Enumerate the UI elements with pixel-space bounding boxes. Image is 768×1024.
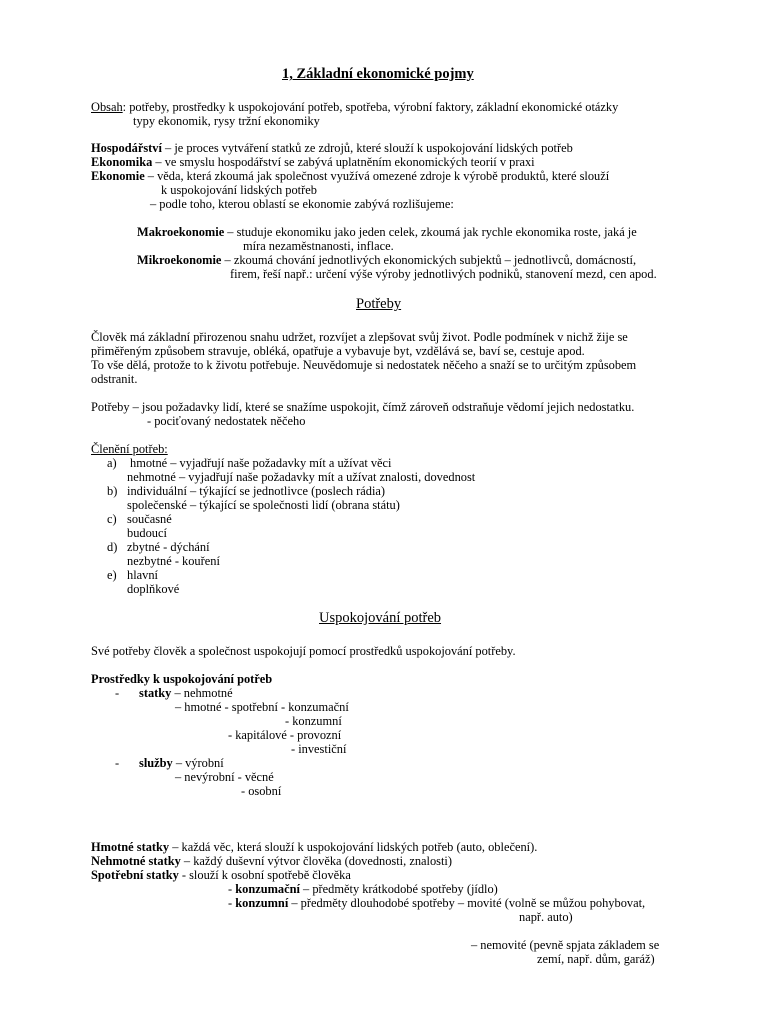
term: Hmotné statky — [91, 840, 170, 854]
dash: - — [228, 896, 236, 910]
statky-line — [139, 686, 233, 700]
term: konzumní — [235, 896, 289, 910]
definition-text: – předměty dlouhodobé spotřeby – movité (volně se můžou pohybovat, — [288, 896, 646, 910]
list-item: nehmotné – vyjadřují naše požadavky mít a užívat znalosti, dovednost — [127, 470, 476, 484]
paragraph-line: Člověk má základní přirozenou snahu udržet, rozvíjet a zlepšovat svůj život. Podle podmínek v nichž žije se — [91, 330, 628, 344]
definition-nemovite: – nemovité (pevně spjata základem se — [471, 938, 660, 952]
definition-text: – předměty krátkodobé spotřeby (jídlo) — [299, 882, 498, 896]
tree-line: - osobní — [241, 784, 282, 798]
definition-text-continued: zemí, např. dům, garáž) — [537, 952, 655, 966]
obsah-text-continued: typy ekonomik, rysy tržní ekonomiky — [133, 114, 320, 128]
definition-hospodarstvi — [91, 141, 573, 155]
tree-line: - konzumní — [285, 714, 342, 728]
term: Mikroekonomie — [137, 253, 222, 267]
list-item: nezbytné - kouření — [127, 554, 220, 568]
paragraph-line: odstranit. — [91, 372, 138, 386]
paragraph-line: přiměřeným způsobem stravuje, obléká, opatřuje a vybavuje byt, vzdělává se, baví se, cestuje apod. — [91, 344, 585, 358]
term: služby — [139, 756, 173, 770]
list-marker: a) — [107, 456, 117, 470]
dash: - — [228, 882, 236, 896]
definition-text-continued: k uspokojování lidských potřeb — [161, 183, 317, 197]
term: Hospodářství — [91, 141, 162, 155]
definition-text-continued: firem, řeší např.: určení výše výroby jednotlivých podniků, stanovení mezd, cen apod. — [230, 267, 657, 281]
section-heading-uspokojovani: Uspokojování potřeb — [319, 610, 442, 626]
definition-text-continued: – podle toho, kterou oblastí se ekonomie zabývá rozlišujeme: — [150, 197, 454, 211]
term: konzumační — [235, 882, 300, 896]
definition-text: – každá věc, která slouží k uspokojování lidských potřeb (auto, oblečení). — [169, 840, 538, 854]
definition-text-continued: např. auto) — [519, 910, 573, 924]
definition-ekonomie — [91, 169, 609, 183]
tree-text: – výrobní — [172, 756, 224, 770]
definition-text: – studuje ekonomiku jako jeden celek, zkoumá jak rychle ekonomika roste, jaká je — [224, 225, 637, 239]
tree-line: - kapitálové - provozní — [228, 728, 342, 742]
term: Ekonomie — [91, 169, 145, 183]
list-item: společenské – týkající se společnosti lidí (obrana státu) — [127, 498, 400, 512]
definition-nehmotne-statky — [91, 854, 452, 868]
list-marker: c) — [107, 512, 117, 526]
list-item: individuální – týkající se jednotlivce (poslech rádia) — [127, 484, 386, 498]
definition-text: – každý duševní výtvor člověka (dovednosti, znalosti) — [180, 854, 452, 868]
list-marker: e) — [107, 568, 117, 582]
definition-mikroekonomie — [137, 253, 636, 267]
prostredky-heading: Prostředky k uspokojování potřeb — [91, 672, 273, 686]
paragraph-line: Potřeby – jsou požadavky lidí, které se snažíme uspokojit, čímž zároveň odstraňuje vědomí jejich nedostatku. — [91, 400, 635, 414]
tree-text: – nehmotné — [171, 686, 233, 700]
page-title: 1, Základní ekonomické pojmy — [282, 66, 474, 82]
definition-konzumacni — [228, 882, 498, 896]
list-marker: b) — [107, 484, 118, 498]
dash-bullet: - — [115, 686, 120, 700]
definition-text: – je proces vytváření statků ze zdrojů, které slouží k uspokojování lidských potřeb — [161, 141, 573, 155]
list-item: doplňkové — [127, 582, 180, 596]
term: Makroekonomie — [137, 225, 225, 239]
list-item: hmotné – vyjadřují naše požadavky mít a užívat věci — [130, 456, 392, 470]
list-item: budoucí — [127, 526, 167, 540]
definition-hmotne-statky — [91, 840, 537, 854]
cleneni-heading: Členění potřeb: — [91, 442, 168, 456]
paragraph-line: To vše dělá, protože to k životu potřebuje. Neuvědomuje si nedostatek něčeho a snaží se to určitým způsobem — [91, 358, 637, 372]
definition-text: – ve smyslu hospodářství se zabývá uplatněním ekonomických teorií v praxi — [152, 155, 535, 169]
obsah-label: Obsah — [91, 100, 123, 114]
definition-text: – zkoumá chování jednotlivých ekonomických subjektů – jednotlivců, domácností, — [221, 253, 637, 267]
paragraph-line: - pociťovaný nedostatek něčeho — [147, 414, 306, 428]
definition-text: – věda, která zkoumá jak společnost využívá omezené zdroje k výrobě produktů, které slouží — [144, 169, 610, 183]
section-heading-potreby: Potřeby — [356, 296, 402, 312]
term: Spotřební statky — [91, 868, 179, 882]
dash-bullet: - — [115, 756, 120, 770]
definition-text: - slouží k osobní spotřebě člověka — [178, 868, 351, 882]
definition-makroekonomie — [137, 225, 637, 239]
definition-text-continued: míra nezaměstnanosti, inflace. — [243, 239, 394, 253]
obsah-text: : potřeby, prostředky k uspokojování potřeb, spotřeba, výrobní faktory, základní ekonomické otázky — [122, 100, 619, 114]
term: Ekonomika — [91, 155, 153, 169]
term: Nehmotné statky — [91, 854, 181, 868]
paragraph-line: Své potřeby člověk a společnost uspokojují pomocí prostředků uspokojování potřeby. — [91, 644, 516, 658]
tree-line: – nevýrobní - věcné — [175, 770, 274, 784]
sluzby-line — [139, 756, 224, 770]
obsah-line — [91, 100, 618, 114]
tree-line: - investiční — [291, 742, 347, 756]
term: statky — [139, 686, 172, 700]
tree-line: – hmotné - spotřební - konzumační — [175, 700, 349, 714]
definition-ekonomika — [91, 155, 535, 169]
list-item: hlavní — [127, 568, 158, 582]
list-item: současné — [127, 512, 172, 526]
list-marker: d) — [107, 540, 118, 554]
definition-spotrebni-statky — [91, 868, 351, 882]
definition-konzumni — [228, 896, 645, 910]
list-item: zbytné - dýchání — [127, 540, 210, 554]
